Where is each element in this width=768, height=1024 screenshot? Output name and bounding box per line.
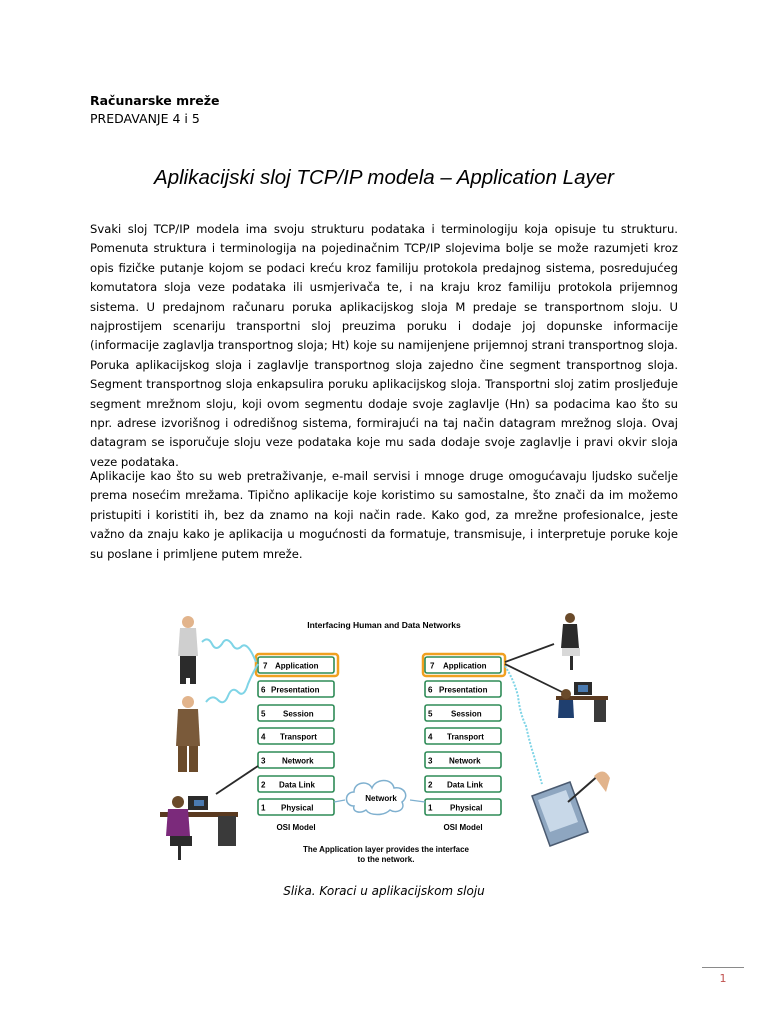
svg-text:Session: Session: [451, 709, 482, 719]
right-layer-7: [425, 657, 501, 673]
person-on-phone-icon: [178, 616, 198, 684]
svg-text:1: 1: [428, 803, 433, 813]
right-layer-3: [425, 752, 501, 768]
left-cable-top: [202, 639, 256, 662]
svg-text:2: 2: [261, 780, 266, 790]
left-layer-3: [258, 752, 334, 768]
right-link-line: [410, 800, 425, 802]
course-name: Računarske mreže: [90, 93, 220, 108]
right-layer-4: [425, 728, 501, 744]
svg-text:Session: Session: [283, 709, 314, 719]
svg-text:5: 5: [261, 709, 266, 719]
svg-text:7: 7: [430, 661, 435, 671]
page-number: 1: [719, 972, 727, 985]
left-link-line: [334, 800, 345, 802]
right-layer-5: [425, 705, 501, 721]
svg-text:Transport: Transport: [447, 732, 484, 742]
svg-text:Presentation: Presentation: [271, 685, 320, 695]
left-osi-stack: [256, 654, 338, 832]
network-cloud-label: Network: [365, 794, 397, 803]
svg-text:5: 5: [428, 709, 433, 719]
svg-text:6: 6: [261, 685, 266, 695]
svg-text:7: 7: [263, 661, 268, 671]
svg-text:Data Link: Data Link: [447, 780, 484, 790]
right-layer-1: [425, 799, 501, 815]
pda-stylus-icon: [532, 771, 610, 846]
paragraph-1: Svaki sloj TCP/IP modela ima svoju strukturu podataka i terminologiju koja opisuje tu strukturu. Pomenuta struktura i terminologija na pojedinačnim TCP/IP slojevima bolje se može razumjeti kroz opis fizičke putanje kojom se podaci kreću kroz familiju protokola predajnog sistema, posredujućeg komutatora sloja veze podataka ili usmjerivača te, i na kraju kroz familiju protokola prijemnog sistema. U predajnom računaru poruka aplikacijskog sloja M predaje se transportnom sloju. U najprostijem scenariju transportni sloj preuzima poruku i dodaje joj dopunske informacije (informacije zaglavlja transportnog sloja; Ht) koje su namijenjene prijemnoj strani transportnog sloja. Poruka aplikacijskog sloja i zaglavlje transportnog sloja zajedno čine segment transportnog sloja. Segment transportnog sloja enkapsulira poruku aplikacijskog sloja. Transportni sloj zatim prosljeđuje segment mrežnom sloju, koji ovom segmentu dodaje svoje zaglavlje (Hn) sa podacima kao što su npr. adrese izvorišnog i odredišnog sistema, formirajući na taj način datagram mrežnog sloja. Ovaj datagram se isporučuje sloju veze podataka koje mu sada dodaje svoje zaglavlje i pravi okvir sloja veze podataka.: [90, 222, 678, 469]
right-layer-2: [425, 776, 501, 792]
network-cloud-icon: [347, 781, 406, 815]
right-layer-6: [425, 681, 501, 697]
svg-text:Physical: Physical: [450, 803, 483, 813]
figure-title: Interfacing Human and Data Networks: [307, 620, 461, 630]
footer-divider: [702, 967, 744, 968]
svg-text:4: 4: [261, 732, 266, 742]
left-layer-7: [258, 657, 334, 673]
svg-text:3: 3: [428, 756, 433, 766]
svg-text:Network: Network: [282, 756, 314, 766]
svg-text:Transport: Transport: [280, 732, 317, 742]
paragraph-2: Aplikacije kao što su web pretraživanje, e-mail servisi i mnoge druge omogućavaju ljudsko sučelje prema nosećim mrežama. Tipično aplikacije koje koristimo su samostalne, što znači da im možemo pristupiti i koristiti ih, bez da znamo na koji način rade. Kako god, za mrežne profesionalce, jeste važno da znaju kako je aplikacija u mogućnosti da formatuje, transmisuje, i interpretuje poruke koje su poslane i primljene putem mreže.: [90, 469, 678, 561]
left-layer-6: [258, 681, 334, 697]
left-layer-2: [258, 776, 334, 792]
left-layer-5: [258, 705, 334, 721]
svg-text:2: 2: [428, 780, 433, 790]
figure-note-line1: The Application layer provides the interface: [303, 845, 469, 854]
person-at-computer-icon: [160, 796, 238, 860]
svg-text:6: 6: [428, 685, 433, 695]
left-layer-1: [258, 799, 334, 815]
osi-figure: [158, 606, 614, 870]
page-title: Aplikacijski sloj TCP/IP modela – Application Layer: [154, 166, 614, 189]
left-layer-4: [258, 728, 334, 744]
svg-text:3: 3: [261, 756, 266, 766]
figure-caption: Slika. Koraci u aplikacijskom sloju: [283, 884, 485, 898]
svg-text:Application: Application: [275, 661, 319, 671]
svg-text:4: 4: [428, 732, 433, 742]
svg-text:1: 1: [261, 803, 266, 813]
figure-note-line2: to the network.: [357, 855, 415, 864]
svg-text:Presentation: Presentation: [439, 685, 488, 695]
svg-text:Data Link: Data Link: [279, 780, 316, 790]
left-cable-middle: [206, 664, 258, 702]
right-cable-bottom: [505, 666, 542, 784]
right-osi-stack: [423, 654, 505, 832]
left-cable-bottom: [216, 766, 258, 794]
right-cable-middle: [505, 664, 562, 692]
person-with-mobile-icon: [176, 696, 200, 772]
lecture-label: PREDAVANJE 4 i 5: [90, 111, 200, 126]
right-stack-label: OSI Model: [443, 823, 483, 832]
svg-text:Network: Network: [449, 756, 481, 766]
svg-text:Physical: Physical: [281, 803, 314, 813]
seated-woman-icon: [561, 613, 580, 670]
left-stack-label: OSI Model: [276, 823, 316, 832]
right-cable-top: [505, 644, 554, 662]
svg-text:Application: Application: [443, 661, 487, 671]
person-at-desk-icon: [556, 682, 608, 722]
